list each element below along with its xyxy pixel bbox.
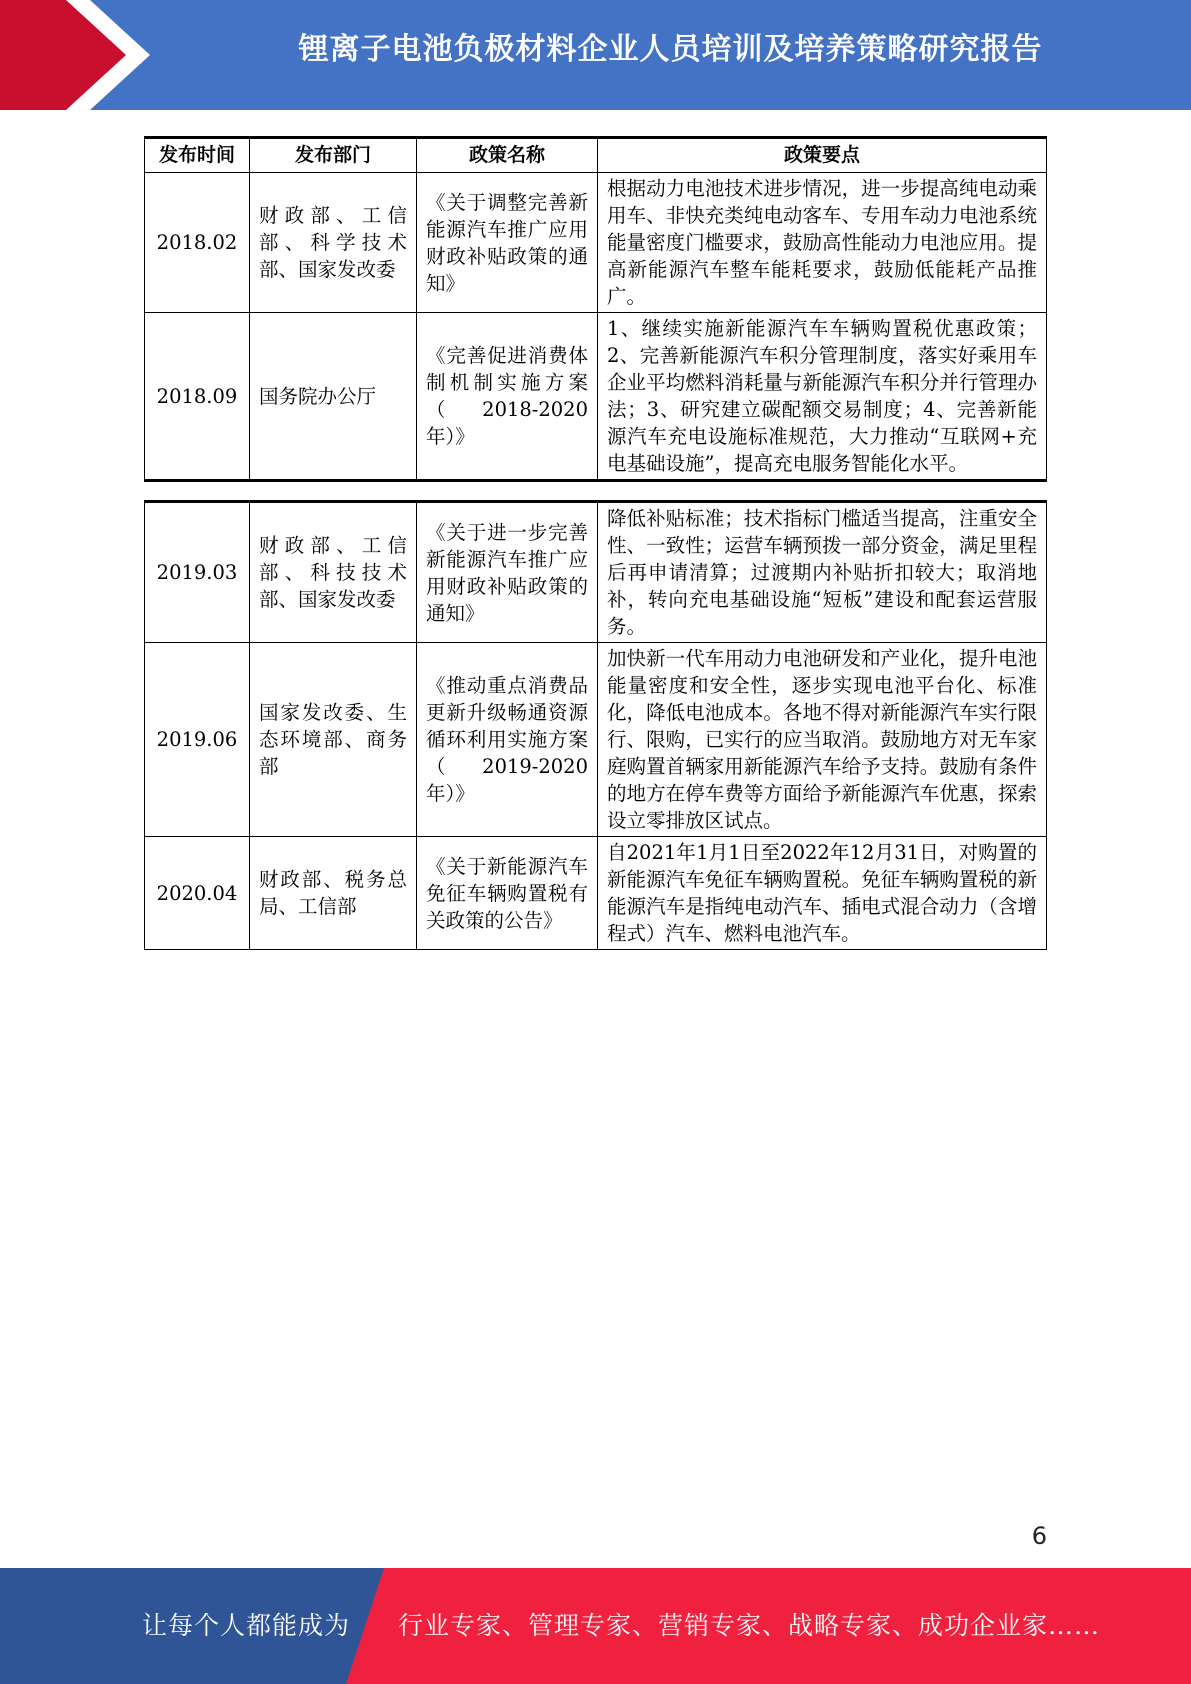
table-header-row — [145, 138, 1047, 173]
row-key-points: 1、继续实施新能源汽车车辆购置税优惠政策；2、完善新能源汽车积分管理制度，落实好乘用车企业平均燃料消耗量与新能源汽车积分并行管理办法；3、研究建立碳配额交易制度；4、完善新能源汽车充电设施标准规范，大力推动“互联网+充电基础设施”，提高充电服务智能化水平。 — [598, 313, 1047, 481]
row-key-points: 加快新一代车用动力电池研发和产业化，提升电池能量密度和安全性，逐步实现电池平台化、标准化，降低电池成本。各地不得对新能源汽车实行限行、限购，已实行的应当取消。鼓励地方对无车家庭购置首辆家用新能源汽车给予支持。鼓励有条件的地方在停车费等方面给予新能源汽车优惠，探索设立零排放区试点。 — [598, 643, 1047, 837]
row-policy-name: 《关于调整完善新能源汽车推广应用财政补贴政策的通知》 — [417, 173, 598, 313]
row-policy-name: 《关于进一步完善新能源汽车推广应用财政补贴政策的通知》 — [417, 502, 598, 643]
page-number: 6 — [1031, 1522, 1047, 1550]
row-department: 国家发改委、生态环境部、商务部 — [250, 643, 417, 837]
row-key-points: 降低补贴标准；技术指标门槛适当提高，注重安全性、一致性；运营车辆预拨一部分资金，满足里程后再申请清算；过渡期内补贴折扣较大；取消地补，转向充电基础设施“短板”建设和配套运营服务。 — [598, 502, 1047, 643]
row-key-points: 自2021年1月1日至2022年12月31日，对购置的新能源汽车免征车辆购置税。免征车辆购置税的新能源汽车是指纯电动汽车、插电式混合动力（含增程式）汽车、燃料电池汽车。 — [598, 837, 1047, 950]
table-row — [145, 502, 1047, 643]
table-row — [145, 643, 1047, 837]
page-footer — [0, 1568, 1191, 1684]
page-header — [0, 0, 1191, 110]
table-row — [145, 837, 1047, 950]
row-department: 财政部、工信部、科技技术部、国家发改委 — [250, 502, 417, 643]
column-header-date: 发布时间 — [145, 138, 250, 173]
row-key-points: 根据动力电池技术进步情况，进一步提高纯电动乘用车、非快充类纯电动客车、专用车动力电池系统能量密度门槛要求，鼓励高性能动力电池应用。提高新能源汽车整车能耗要求，鼓励低能耗产品推广。 — [598, 173, 1047, 313]
header-chevron-decoration — [0, 0, 160, 110]
row-department: 国务院办公厅 — [250, 313, 417, 481]
column-header-policy-name: 政策名称 — [417, 138, 598, 173]
row-date: 2018.02 — [145, 173, 250, 313]
row-date: 2019.03 — [145, 502, 250, 643]
report-title: 锂离子电池负极材料企业人员培训及培养策略研究报告 — [298, 32, 1043, 67]
row-policy-name: 《推动重点消费品更新升级畅通资源循环利用实施方案（2019-2020年）》 — [417, 643, 598, 837]
row-date: 2019.06 — [145, 643, 250, 837]
row-date: 2020.04 — [145, 837, 250, 950]
row-department: 财政部、工信部、科学技术部、国家发改委 — [250, 173, 417, 313]
row-department: 财政部、税务总局、工信部 — [250, 837, 417, 950]
table-row — [145, 313, 1047, 481]
policy-table-part-1 — [144, 136, 1047, 482]
policy-table-part-2 — [144, 500, 1047, 950]
row-policy-name: 《关于新能源汽车免征车辆购置税有关政策的公告》 — [417, 837, 598, 950]
footer-slogan-left: 让每个人都能成为 — [142, 1611, 351, 1640]
table-row — [145, 173, 1047, 313]
column-header-department: 发布部门 — [250, 138, 417, 173]
column-header-key-points: 政策要点 — [598, 138, 1047, 173]
footer-slogan-right: 行业专家、管理专家、营销专家、战略专家、成功企业家…… — [398, 1611, 1101, 1640]
row-policy-name: 《完善促进消费体制机制实施方案（2018-2020年）》 — [417, 313, 598, 481]
row-date: 2018.09 — [145, 313, 250, 481]
